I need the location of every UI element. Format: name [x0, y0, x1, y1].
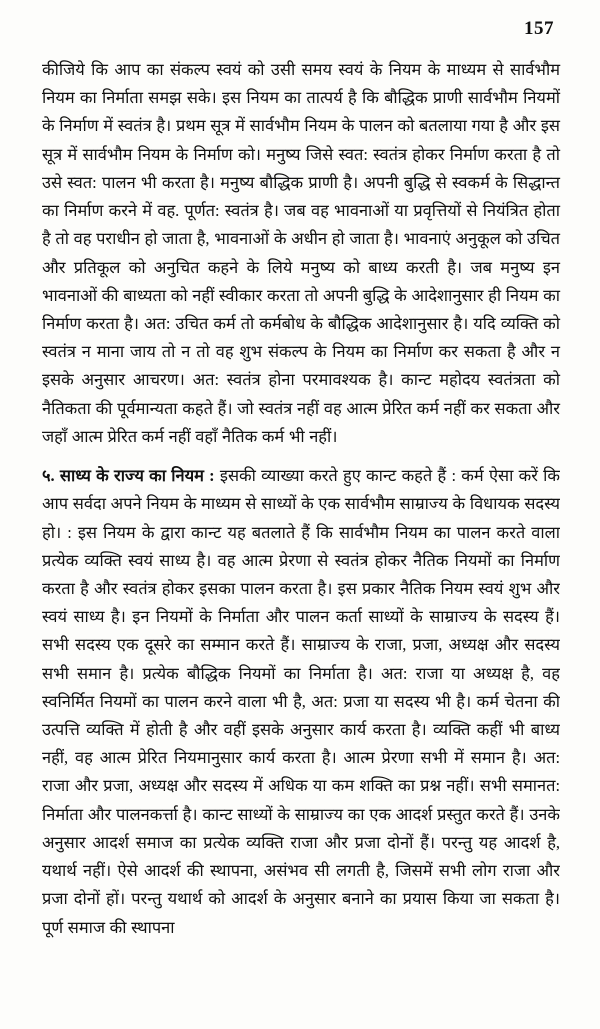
section-heading-5: ५. साध्य के राज्य का नियम :: [42, 466, 215, 486]
page-body: [42, 56, 560, 942]
paragraph-2: [42, 462, 560, 942]
paragraph-2-text: इसकी व्याख्या करते हुए कान्ट कहते हैं : कर्म ऐसा करें कि आप सर्वदा अपने नियम के माध्यम से साध्यों के एक सार्वभौम साम्राज्य के विधायक सदस्य हो। : इस नियम के द्वारा कान्ट यह बतलाते हैं कि सार्वभौम नियम का पालन करते वाला प्रत्येक व्यक्ति स्वयं साध्य है। वह आत्म प्रेरणा से स्वतंत्र होकर नैतिक नियमों का निर्माण करता है और स्वतंत्र होकर इसका पालन करता है। इस प्रकार नैतिक नियम स्वयं शुभ और स्वयं साध्य है। इन नियमों के निर्माता और पालन कर्ता साध्यों के साम्राज्य के सदस्य हैं। सभी सदस्य एक दूसरे का सम्मान करते हैं। साम्राज्य के राजा, प्रजा, अध्यक्ष और सदस्य सभी समान है। प्रत्येक बौद्धिक नियमों का निर्माता है। अत: राजा या अध्यक्ष है, वह स्वनिर्मित नियमों का पालन करने वाला भी है, अत: प्रजा या सदस्य भी है। कर्म चेतना की उत्पत्ति व्यक्ति में होती है और वहीं इसके अनुसार कार्य करता है। व्यक्ति कहीं भी बाध्य नहीं, वह आत्म प्रेरित नियमानुसार कार्य करता है। आत्म प्रेरणा सभी में समान है। अत: राजा और प्रजा, अध्यक्ष और सदस्य में अधिक या कम शक्ति का प्रश्न नहीं। सभी समानत: निर्माता और पालनकर्त्ता है। कान्ट साध्यों के साम्राज्य का एक आदर्श प्रस्तुत करते हैं। उनके अनुसार आदर्श समाज का प्रत्येक व्यक्ति राजा और प्रजा दोनों हैं। परन्तु यह आदर्श है, यथार्थ नहीं। ऐसे आदर्श की स्थापना, असंभव सी लगती है, जिसमें सभी लोग राजा और प्रजा दोनों हों। परन्तु यथार्थ को आदर्श के अनुसार बनाने का प्रयास किया जा सकता है। पूर्ण समाज की स्थापना: [42, 466, 560, 937]
page-number: 157: [524, 18, 554, 39]
paragraph-1: कीजिये कि आप का संकल्प स्वयं को उसी समय स्वयं के नियम के माध्यम से सार्वभौम नियम का निर्माता समझ सके। इस नियम का तात्पर्य है कि बौद्धिक प्राणी सार्वभौम नियमों के निर्माण में स्वतंत्र है। प्रथम सूत्र में सार्वभौम नियम के पालन को बतलाया गया है और इस सूत्र में सार्वभौम नियम के निर्माण को। मनुष्य जिसे स्वत: स्वतंत्र होकर निर्माण करता है तो उसे स्वत: पालन भी करता है। मनुष्य बौद्धिक प्राणी है। अपनी बुद्धि से स्वकर्म के सिद्धान्त का निर्माण करने में वह. पूर्णत: स्वतंत्र है। जब वह भावनाओं या प्रवृत्तियों से नियंत्रित होता है तो वह पराधीन हो जाता है, भावनाओं के अधीन हो जाता है। भावनाएं अनुकूल को उचित और प्रतिकूल को अनुचित कहने के लिये मनुष्य को बाध्य करती है। जब मनुष्य इन भावनाओं की बाध्यता को नहीं स्वीकार करता तो अपनी बुद्धि के आदेशानुसार ही नियम का निर्माण करता है। अत: उचित कर्म तो कर्मबोध के बौद्धिक आदेशानुसार है। यदि व्यक्ति को स्वतंत्र न माना जाय तो न तो वह शुभ संकल्प के नियम का निर्माण कर सकता है और न इसके अनुसार आचरण। अत: स्वतंत्र होना परमावश्यक है। कान्ट महोदय स्वतंत्रता को नैतिकता की पूर्वमान्यता कहते हैं। जो स्वतंत्र नहीं वह आत्म प्रेरित कर्म नहीं कर सकता और जहाँ आत्म प्रेरित कर्म नहीं वहाँ नैतिक कर्म भी नहीं।: [42, 60, 560, 446]
